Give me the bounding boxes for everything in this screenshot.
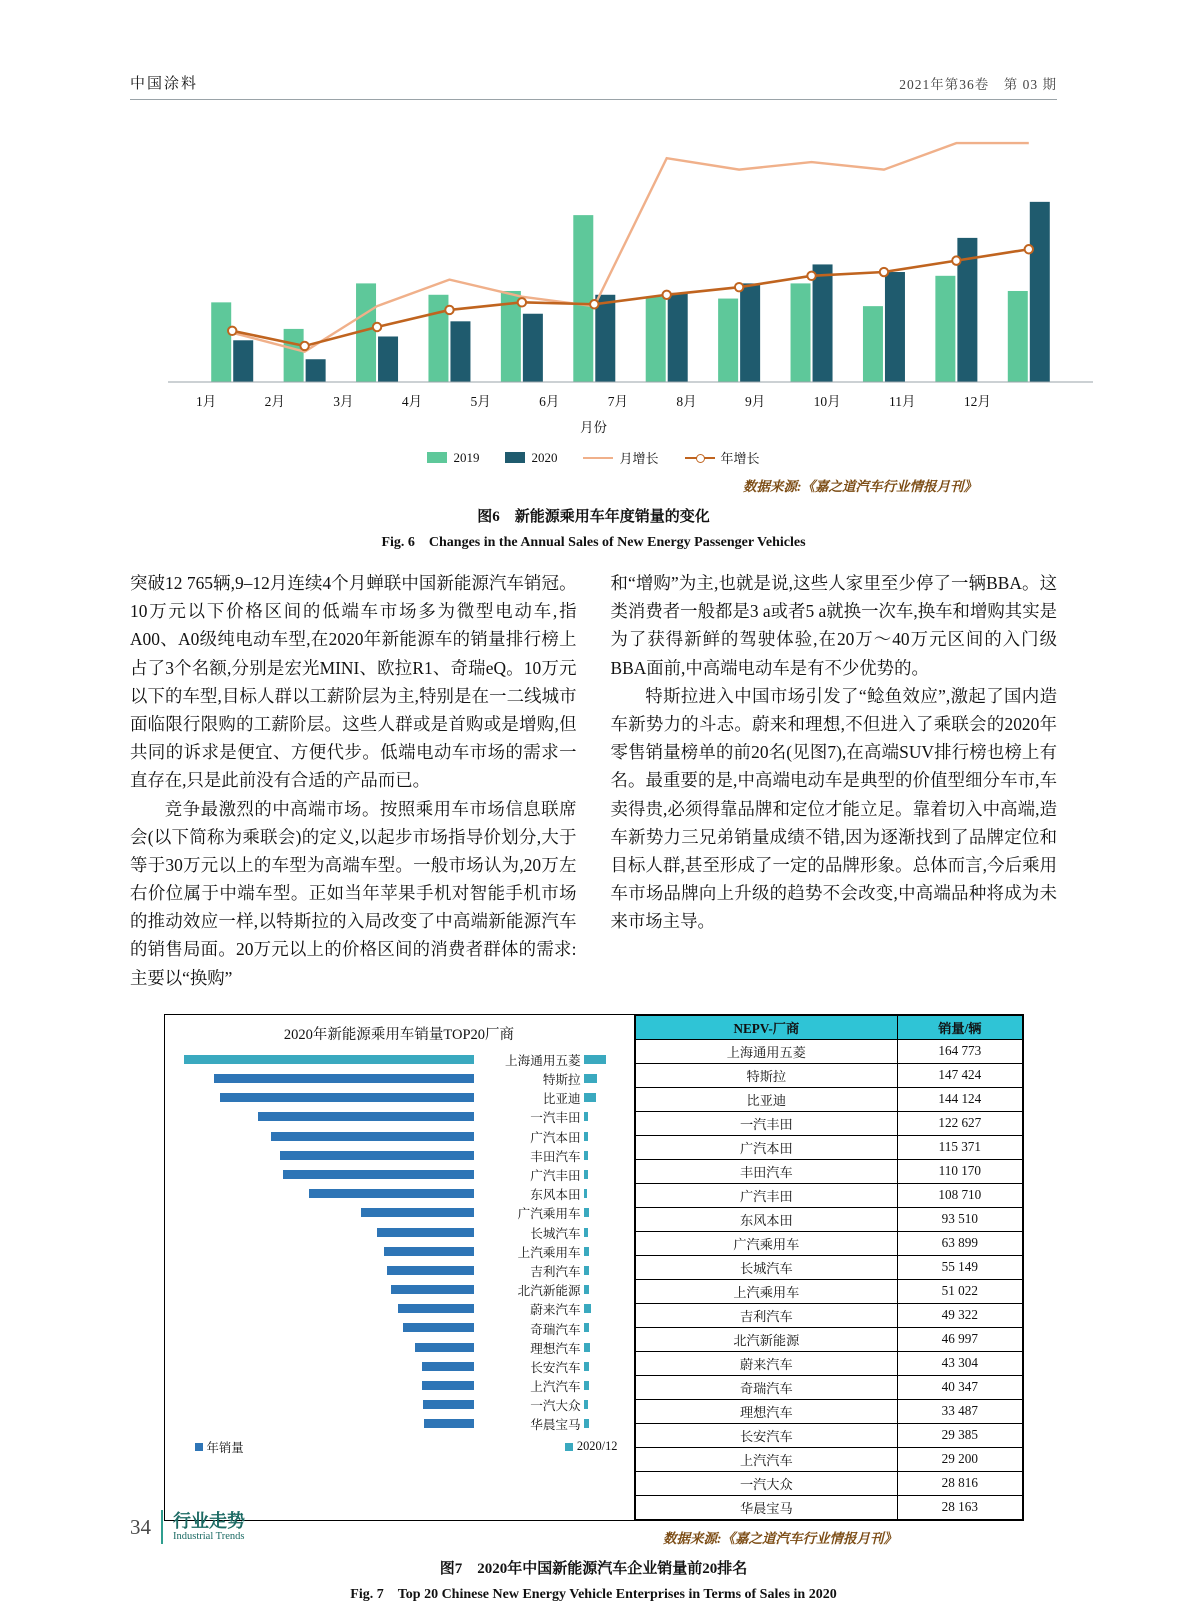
bar-row: [175, 1414, 624, 1433]
figure-7: [130, 1014, 1057, 1521]
figure-7-caption-en: Fig. 7 Top 20 Chinese New Energy Vehicle Enterprises in Terms of Sales in 2020: [350, 1586, 837, 1602]
bar-dec: [584, 1400, 588, 1409]
bar-track-dec: [584, 1280, 624, 1299]
figure-7-chart-title: 2020年新能源乘用车销量TOP20厂商: [283, 1026, 515, 1043]
figure-6-legend: [168, 448, 1019, 467]
cell-sales: 40 347: [898, 1375, 1022, 1399]
cell-sales: 144 124: [898, 1087, 1022, 1111]
bar-track-dec: [584, 1318, 624, 1337]
bar: [415, 1343, 474, 1352]
paragraph: 竞争最激烈的中高端市场。按照乘用车市场信息联席会(以下简称为乘联会)的定义,以起步市场指导价划分,大于等于30万元以上的车型为高端车型。一般市场认为,20万左右价位属于中端车型。正如当年苹果手机对智能手机市场的推动效应一样,以特斯拉的入局改变了中高端新能源汽车的销售局面。20万元以上的价格区间的消费者群体的需求:主要以“换购”: [130, 798, 577, 988]
bar-row: [175, 1223, 624, 1242]
bar-row: [175, 1318, 624, 1337]
bar-row: [175, 1184, 624, 1203]
bar-row: [175, 1127, 624, 1146]
bar-category-label: 东风本田: [530, 1188, 581, 1203]
bar-category-label: 华晨宝马: [530, 1418, 581, 1433]
x-tick: 6月: [539, 394, 560, 409]
bar-track: [175, 1318, 474, 1337]
cell-sales: 43 304: [898, 1351, 1022, 1375]
bar-track: [175, 1357, 474, 1376]
cell-manufacturer: 蔚来汽车: [635, 1351, 898, 1375]
figure-6-chart: [168, 118, 1019, 388]
table-row: [635, 1303, 1022, 1327]
cell-manufacturer: 奇瑞汽车: [635, 1375, 898, 1399]
legend-label: 月增长: [619, 451, 659, 466]
monthly-sales-chart-svg: [168, 118, 1093, 388]
bar-track-dec: [584, 1223, 624, 1242]
bar-track-dec: [584, 1165, 624, 1184]
legend-item-dec-sales: [565, 1438, 618, 1456]
legend-item-2020: [505, 450, 557, 466]
table-row: [635, 1255, 1022, 1279]
cell-manufacturer: 广汽本田: [635, 1135, 898, 1159]
cell-manufacturer: 长城汽车: [635, 1255, 898, 1279]
bar-track-dec: [584, 1107, 624, 1126]
bar-track-dec: [584, 1357, 624, 1376]
bar-category-label: 蔚来汽车: [530, 1303, 581, 1318]
bar-track: [175, 1223, 474, 1242]
legend-line-monthly: [583, 457, 613, 459]
body-columns: [130, 569, 1057, 992]
legend-swatch-dec: [565, 1443, 573, 1451]
bar-track: [175, 1242, 474, 1261]
x-tick: 2月: [264, 394, 285, 409]
paragraph: 突破12 765辆,9–12月连续4个月蝉联中国新能源汽车销冠。10万元以下价格区间的低端车市场多为微型电动车,指A00、A0级纯电动车型,在2020年新能源车的销量排行榜上占了3个名额,分别是宏光MINI、欧拉R1、奇瑞eQ。10万元以下的车型,目标人群以工薪阶层为主,特别是在一二线城市面临限行限购的工薪阶层。这些人群或是首购或是增购,但共同的诉求是便宜、方便代步。低端电动车市场的需求一直存在,只是此前没有合适的产品而已。: [130, 573, 577, 791]
figure-6-x-labels: [168, 390, 1019, 410]
bar-dec: [584, 1151, 588, 1160]
cell-manufacturer: 广汽丰田: [635, 1183, 898, 1207]
cell-manufacturer: 理想汽车: [635, 1399, 898, 1423]
bar: [280, 1151, 474, 1160]
bar-category-label: 吉利汽车: [530, 1264, 581, 1279]
table-row: [635, 1207, 1022, 1231]
bar-track-dec: [584, 1203, 624, 1222]
legend-item-2019: [427, 450, 479, 466]
bar-row: [175, 1107, 624, 1126]
bar-dec: [584, 1304, 592, 1313]
figure-7-source: 数据来源:《嘉之道汽车行业情报月刊》: [663, 1530, 897, 1546]
table-row: [635, 1039, 1022, 1063]
bar-track: [175, 1299, 474, 1318]
table-row: [635, 1135, 1022, 1159]
bar-category-label: 长城汽车: [530, 1226, 581, 1241]
column-header-sales: 销量/辆: [898, 1015, 1022, 1039]
x-tick: 3月: [333, 394, 354, 409]
bar-track: [175, 1338, 474, 1357]
bar-track-dec: [584, 1414, 624, 1433]
bar-track-dec: [584, 1299, 624, 1318]
issue-info: 2021年第36卷 第 03 期: [899, 77, 1057, 92]
bar-category-label: 丰田汽车: [530, 1149, 581, 1164]
bar-track-dec: [584, 1146, 624, 1165]
bar-dec: [584, 1112, 588, 1121]
bar: [422, 1381, 473, 1390]
figure-7-table-wrap: [635, 1015, 1023, 1520]
x-tick: 10月: [813, 394, 841, 409]
bar-track-dec: [584, 1088, 624, 1107]
legend-item-annual-growth: [685, 448, 760, 467]
bar-dec: [584, 1247, 590, 1256]
bar-row: [175, 1376, 624, 1395]
bar-row: [175, 1050, 624, 1069]
table-row: [635, 1159, 1022, 1183]
bar-track: [175, 1050, 474, 1069]
bar-track: [175, 1165, 474, 1184]
x-tick: 8月: [676, 394, 697, 409]
bar-category-label: 特斯拉: [542, 1073, 581, 1088]
footer-section-en: Industrial Trends: [173, 1530, 245, 1542]
bar-category-label: 比亚迪: [542, 1092, 581, 1107]
bar: [184, 1055, 474, 1064]
cell-sales: 28 816: [898, 1471, 1022, 1495]
cell-manufacturer: 上汽汽车: [635, 1447, 898, 1471]
bar-track-dec: [584, 1127, 624, 1146]
bar-track-dec: [584, 1395, 624, 1414]
bar-dec: [584, 1132, 588, 1141]
bar-row: [175, 1357, 624, 1376]
legend-label: 2019: [453, 449, 480, 465]
bar-row: [175, 1299, 624, 1318]
footer-divider: [161, 1510, 163, 1544]
table-row: [635, 1231, 1022, 1255]
bar-track-dec: [584, 1261, 624, 1280]
legend-swatch-annual: [195, 1443, 203, 1451]
bar-track: [175, 1414, 474, 1433]
bar-category-label: 广汽丰田: [530, 1169, 581, 1184]
legend-label: 2020/12: [576, 1439, 618, 1454]
legend-label: 2020: [531, 449, 558, 465]
table-row: [635, 1399, 1022, 1423]
bar-row: [175, 1146, 624, 1165]
bar-track-dec: [584, 1338, 624, 1357]
figure-6-axis-title: 月份: [580, 420, 607, 435]
bar-dec: [584, 1323, 590, 1332]
table-row: [635, 1495, 1022, 1519]
bar-dec: [584, 1285, 589, 1294]
bar-track-dec: [584, 1184, 624, 1203]
bar: [398, 1304, 474, 1313]
figure-7-box: [164, 1014, 1024, 1521]
x-tick: 7月: [607, 394, 628, 409]
bar-track: [175, 1146, 474, 1165]
bar: [422, 1362, 474, 1371]
figure-6-caption-cn: 图6 新能源乘用车年度销量的变化: [477, 509, 710, 525]
cell-sales: 29 385: [898, 1423, 1022, 1447]
bar-category-label: 北汽新能源: [517, 1284, 581, 1299]
bar-track: [175, 1395, 474, 1414]
bar: [403, 1323, 474, 1332]
table-row: [635, 1111, 1022, 1135]
cell-manufacturer: 比亚迪: [635, 1087, 898, 1111]
bar-row: [175, 1280, 624, 1299]
bar: [361, 1208, 473, 1217]
bar-dec: [584, 1093, 596, 1102]
bar-category-label: 上海通用五菱: [505, 1053, 581, 1068]
bar: [220, 1093, 474, 1102]
cell-manufacturer: 上汽乘用车: [635, 1279, 898, 1303]
table-row: [635, 1423, 1022, 1447]
bar-track-dec: [584, 1376, 624, 1395]
bar-row: [175, 1338, 624, 1357]
bar-track-dec: [584, 1050, 624, 1069]
cell-manufacturer: 一汽大众: [635, 1471, 898, 1495]
legend-item-annual-sales: [195, 1438, 244, 1456]
bar-category-label: 理想汽车: [530, 1341, 581, 1356]
bar-category-label: 上汽乘用车: [517, 1245, 581, 1260]
figure-7-chart: [165, 1015, 635, 1520]
cell-sales: 108 710: [898, 1183, 1022, 1207]
bar-category-label: 奇瑞汽车: [530, 1322, 581, 1337]
bar: [387, 1266, 474, 1275]
paragraph: 特斯拉进入中国市场引发了“鲶鱼效应”,激起了国内造车新势力的斗志。蔚来和理想,不但进入了乘联会的2020年零售销量榜单的前20名(见图7),在高端SUV排行榜也榜上有名。最重要的是,中高端电动车是典型的价值型细分车市,车卖得贵,必须得靠品牌和定位才能立足。靠着切入中高端,造车新势力三兄弟销量成绩不错,因为逐渐找到了品牌定位和目标人群,甚至形成了一定的品牌形象。总体而言,今后乘用车市场品牌向上升级的趋势不会改变,中高端品种将成为未来市场主导。: [610, 685, 1057, 932]
legend-line-annual: [685, 457, 715, 459]
bar-dec: [584, 1362, 589, 1371]
bar-dec: [584, 1419, 589, 1428]
bar-track: [175, 1261, 474, 1280]
cell-manufacturer: 丰田汽车: [635, 1159, 898, 1183]
bar-category-label: 上汽汽车: [530, 1380, 581, 1395]
bar-row: [175, 1165, 624, 1184]
figure-7-legend: [175, 1434, 624, 1456]
bar: [391, 1285, 474, 1294]
bar: [258, 1112, 474, 1121]
cell-manufacturer: 华晨宝马: [635, 1495, 898, 1519]
legend-swatch-2020: [505, 452, 525, 463]
cell-sales: 28 163: [898, 1495, 1022, 1519]
bar-track-dec: [584, 1069, 624, 1088]
bar-category-label: 广汽本田: [530, 1130, 581, 1145]
table-header-row: [635, 1015, 1022, 1039]
table-row: [635, 1279, 1022, 1303]
bar-category-label: 一汽大众: [530, 1399, 581, 1414]
bar-track-dec: [584, 1242, 624, 1261]
bar: [377, 1228, 474, 1237]
cell-sales: 115 371: [898, 1135, 1022, 1159]
figure-7-table: [635, 1015, 1023, 1520]
bar-row: [175, 1242, 624, 1261]
journal-title: 中国涂料: [130, 76, 199, 92]
table-row: [635, 1351, 1022, 1375]
bar: [423, 1400, 474, 1409]
cell-manufacturer: 吉利汽车: [635, 1303, 898, 1327]
legend-label: 年增长: [720, 451, 760, 466]
figure-6: [130, 118, 1057, 551]
bar-track: [175, 1203, 474, 1222]
cell-sales: 29 200: [898, 1447, 1022, 1471]
x-tick: 12月: [963, 394, 991, 409]
figure-6-caption-en: Fig. 6 Changes in the Annual Sales of New Energy Passenger Vehicles: [381, 535, 806, 550]
x-tick: 1月: [196, 394, 217, 409]
table-row: [635, 1471, 1022, 1495]
cell-sales: 49 322: [898, 1303, 1022, 1327]
bar: [214, 1074, 473, 1083]
bar-dec: [584, 1343, 591, 1352]
legend-label: 年销量: [206, 1440, 244, 1455]
table-row: [635, 1183, 1022, 1207]
bar-dec: [584, 1208, 590, 1217]
bar-track: [175, 1280, 474, 1299]
bar: [271, 1132, 474, 1141]
bar: [309, 1189, 474, 1198]
bar-track: [175, 1107, 474, 1126]
bar-row: [175, 1203, 624, 1222]
bar-row: [175, 1395, 624, 1414]
table-row: [635, 1375, 1022, 1399]
bar-dec: [584, 1074, 597, 1083]
page-footer: [130, 1510, 245, 1544]
bar-track: [175, 1127, 474, 1146]
figure-7-caption-cn: 图7 2020年中国新能源汽车企业销量前20排名: [439, 1560, 748, 1577]
figure-6-source: 数据来源:《嘉之道汽车行业情报月刊》: [743, 479, 977, 494]
column-right: [611, 569, 1058, 992]
x-tick: 4月: [401, 394, 423, 409]
cell-sales: 93 510: [898, 1207, 1022, 1231]
cell-manufacturer: 一汽丰田: [635, 1111, 898, 1135]
cell-manufacturer: 北汽新能源: [635, 1327, 898, 1351]
bar-dec: [584, 1228, 588, 1237]
bar: [424, 1419, 474, 1428]
table-row: [635, 1447, 1022, 1471]
legend-swatch-2019: [427, 452, 447, 463]
page-number: 34: [130, 1514, 151, 1539]
cell-manufacturer: 特斯拉: [635, 1063, 898, 1087]
paragraph: 和“增购”为主,也就是说,这些人家里至少停了一辆BBA。这类消费者一般都是3 a或者5 a就换一次车,换车和增购其实是为了获得新鲜的驾驶体验,在20万～40万元区间的入门级BBA面前,中高端电动车是有不少优势的。: [610, 573, 1057, 678]
cell-manufacturer: 广汽乘用车: [635, 1231, 898, 1255]
bar-dec: [584, 1055, 606, 1064]
page-header: [130, 72, 1057, 100]
bar-row: [175, 1088, 624, 1107]
cell-manufacturer: 东风本田: [635, 1207, 898, 1231]
bar: [283, 1170, 474, 1179]
cell-manufacturer: 上海通用五菱: [635, 1039, 898, 1063]
cell-sales: 110 170: [898, 1159, 1022, 1183]
bar-category-label: 广汽乘用车: [517, 1207, 581, 1222]
cell-sales: 63 899: [898, 1231, 1022, 1255]
bar-category-label: 一汽丰田: [530, 1111, 581, 1126]
column-left: [130, 569, 577, 992]
bar-track: [175, 1069, 474, 1088]
bar-row: [175, 1261, 624, 1280]
x-tick: 5月: [470, 394, 491, 409]
legend-item-monthly-growth: [583, 448, 658, 467]
bar-category-label: 长安汽车: [530, 1360, 581, 1375]
bar: [384, 1247, 474, 1256]
bar-dec: [584, 1266, 590, 1275]
bar-row: [175, 1069, 624, 1088]
bar-track: [175, 1376, 474, 1395]
bar-track: [175, 1184, 474, 1203]
cell-sales: 164 773: [898, 1039, 1022, 1063]
table-row: [635, 1063, 1022, 1087]
table-row: [635, 1087, 1022, 1111]
bar-dec: [584, 1170, 588, 1179]
cell-sales: 122 627: [898, 1111, 1022, 1135]
bar-dec: [584, 1189, 588, 1198]
cell-sales: 51 022: [898, 1279, 1022, 1303]
cell-sales: 33 487: [898, 1399, 1022, 1423]
bar-dec: [584, 1381, 589, 1390]
x-tick: 11月: [889, 394, 916, 409]
footer-section-cn: 行业走势: [173, 1511, 245, 1532]
cell-sales: 46 997: [898, 1327, 1022, 1351]
x-tick: 9月: [745, 394, 766, 409]
cell-sales: 55 149: [898, 1255, 1022, 1279]
column-header-manufacturer: NEPV-厂商: [635, 1015, 898, 1039]
cell-sales: 147 424: [898, 1063, 1022, 1087]
bar-track: [175, 1088, 474, 1107]
cell-manufacturer: 长安汽车: [635, 1423, 898, 1447]
figure-7-bars: [175, 1050, 624, 1434]
table-row: [635, 1327, 1022, 1351]
